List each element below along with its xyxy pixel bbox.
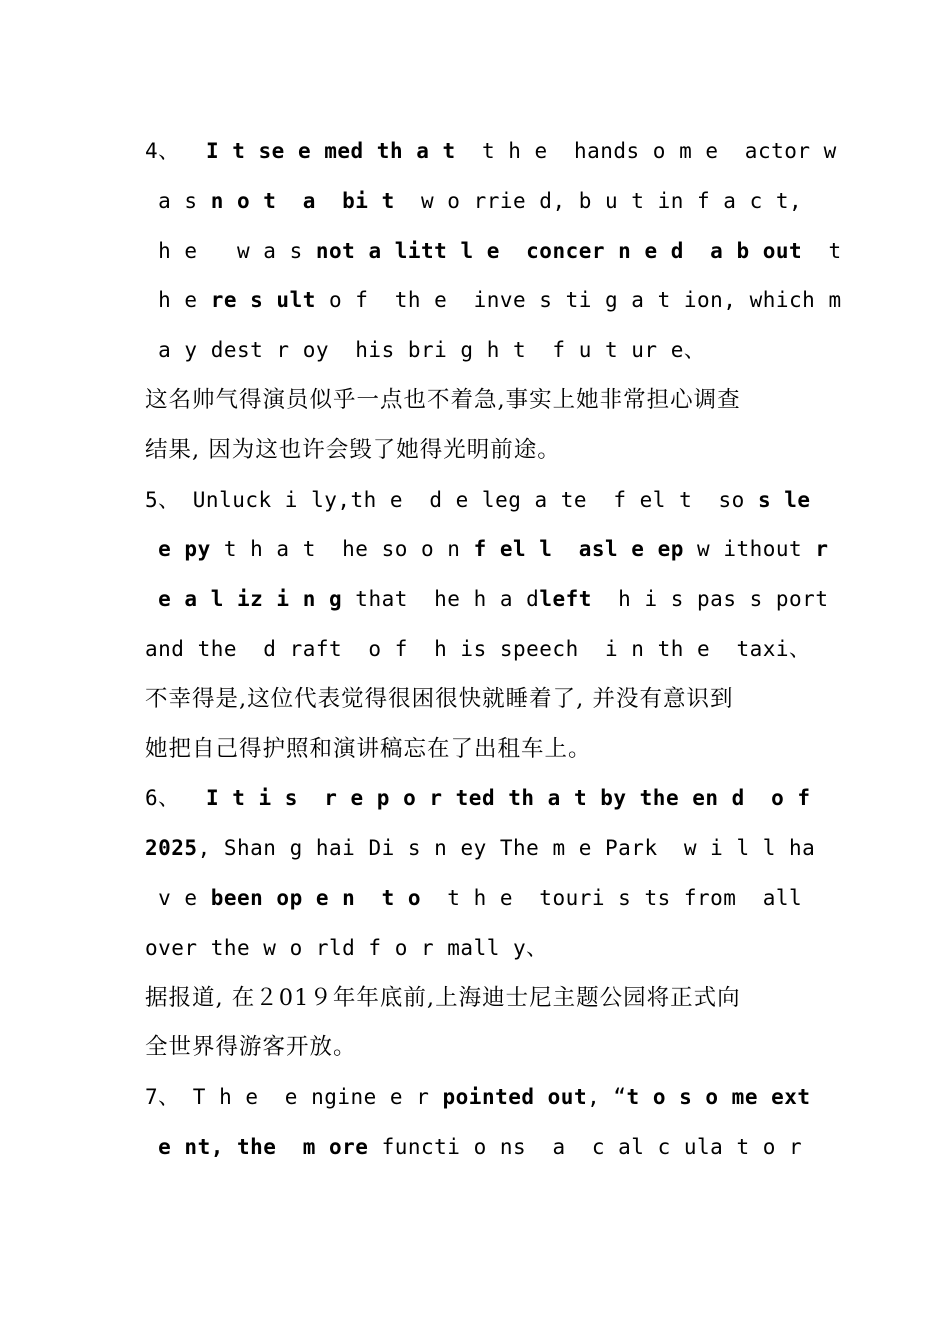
highlighted-phrase: e py (145, 537, 211, 562)
english-line (145, 774, 810, 824)
english-line (145, 924, 810, 974)
sentence-text: a y dest r oy his bri g h t f u t ur e、 (145, 338, 706, 363)
highlighted-phrase: r (815, 537, 829, 562)
sentence-text: 4、 (145, 139, 206, 163)
document-page (145, 127, 842, 1173)
highlighted-phrase: not a litt l e concer n e d a b out (315, 238, 803, 263)
paragraph-7 (145, 1073, 810, 1173)
highlighted-phrase: e a l iz i n g (145, 587, 343, 612)
chinese-translation-line: 不幸得是,这位代表觉得很困很快就睡着了, 并没有意识到 (145, 685, 734, 712)
sentence-text: h e (145, 288, 211, 313)
paragraph-4 (145, 127, 842, 476)
english-line (145, 127, 837, 177)
english-line (145, 625, 810, 675)
english-line (145, 874, 810, 924)
english-line (145, 227, 842, 277)
sentence-text: h i s pas s port (591, 587, 829, 612)
sentence-text: t h e touri s ts from all (421, 885, 803, 910)
sentence-text: over the w o rld f o r mall y、 (145, 935, 548, 960)
highlighted-phrase: I t i s r e p o r ted th a t by the en d o f (205, 786, 811, 811)
sentence-text: w ithout (683, 537, 816, 562)
sentence-text: , “ (587, 1085, 627, 1110)
sentence-text: , Shan g hai Di s n ey The m e Park w i l l ha (197, 836, 816, 861)
english-line (145, 1123, 810, 1173)
chinese-translation-line: 她把自己得护照和演讲稿忘在了出租车上。 (145, 735, 592, 762)
english-line (145, 824, 816, 874)
paragraph-5 (145, 476, 829, 775)
paragraph-6 (145, 774, 816, 1073)
highlighted-phrase: s le (757, 487, 811, 512)
sentence-text: t h a t he so o n (210, 537, 474, 562)
english-line (145, 525, 829, 575)
sentence-text: t h e hands o m e actor w (455, 139, 837, 163)
sentence-text: o f th e inve s ti g a t ion, which m (315, 288, 842, 313)
highlighted-phrase: f el l asl e ep (473, 537, 684, 562)
chinese-translation-line: 全世界得游客开放。 (145, 1034, 357, 1061)
highlighted-phrase: t o s o me ext (626, 1085, 811, 1110)
sentence-text: w o rrie d, b u t in f a c t, (394, 188, 803, 213)
english-line (145, 326, 810, 376)
english-line (145, 476, 810, 526)
highlighted-phrase: been op e n t o (210, 885, 422, 910)
chinese-translation-line: 结果, 因为这也许会毁了她得光明前途。 (145, 436, 561, 463)
chinese-translation-line: 据报道, 在２01９年年底前,上海迪士尼主题公园将正式向 (145, 984, 741, 1011)
highlighted-phrase: pointed out (442, 1085, 588, 1110)
sentence-text: and the d raft o f h is speech i n th e taxi、 (145, 636, 811, 661)
highlighted-phrase: left (539, 587, 592, 612)
sentence-text: a s (145, 188, 211, 213)
highlighted-phrase: 2025 (145, 836, 198, 861)
sentence-text: functi o ns a c al c ula t o r (368, 1134, 803, 1159)
sentence-text: h e w a s (145, 238, 316, 263)
sentence-text: 5、 Unluck i ly,th e d e leg a te f el t so (145, 487, 758, 512)
sentence-text: t (802, 238, 842, 263)
highlighted-phrase: n o t a bi t (210, 188, 395, 213)
english-line (145, 1073, 810, 1123)
chinese-translation-line: 这名帅气得演员似乎一点也不着急,事实上她非常担心调查 (145, 386, 741, 413)
english-line (145, 575, 829, 625)
english-line (145, 177, 810, 227)
sentence-text: 6、 (145, 786, 206, 811)
highlighted-phrase: re s ult (210, 288, 316, 313)
english-line (145, 276, 842, 326)
highlighted-phrase: e nt, the m ore (145, 1134, 369, 1159)
sentence-text: 7、 T h e e ngine e r (145, 1085, 443, 1110)
highlighted-phrase: I t se e med th a t (205, 139, 456, 163)
sentence-text: v e (145, 885, 211, 910)
sentence-text: that he h a d (342, 587, 540, 612)
